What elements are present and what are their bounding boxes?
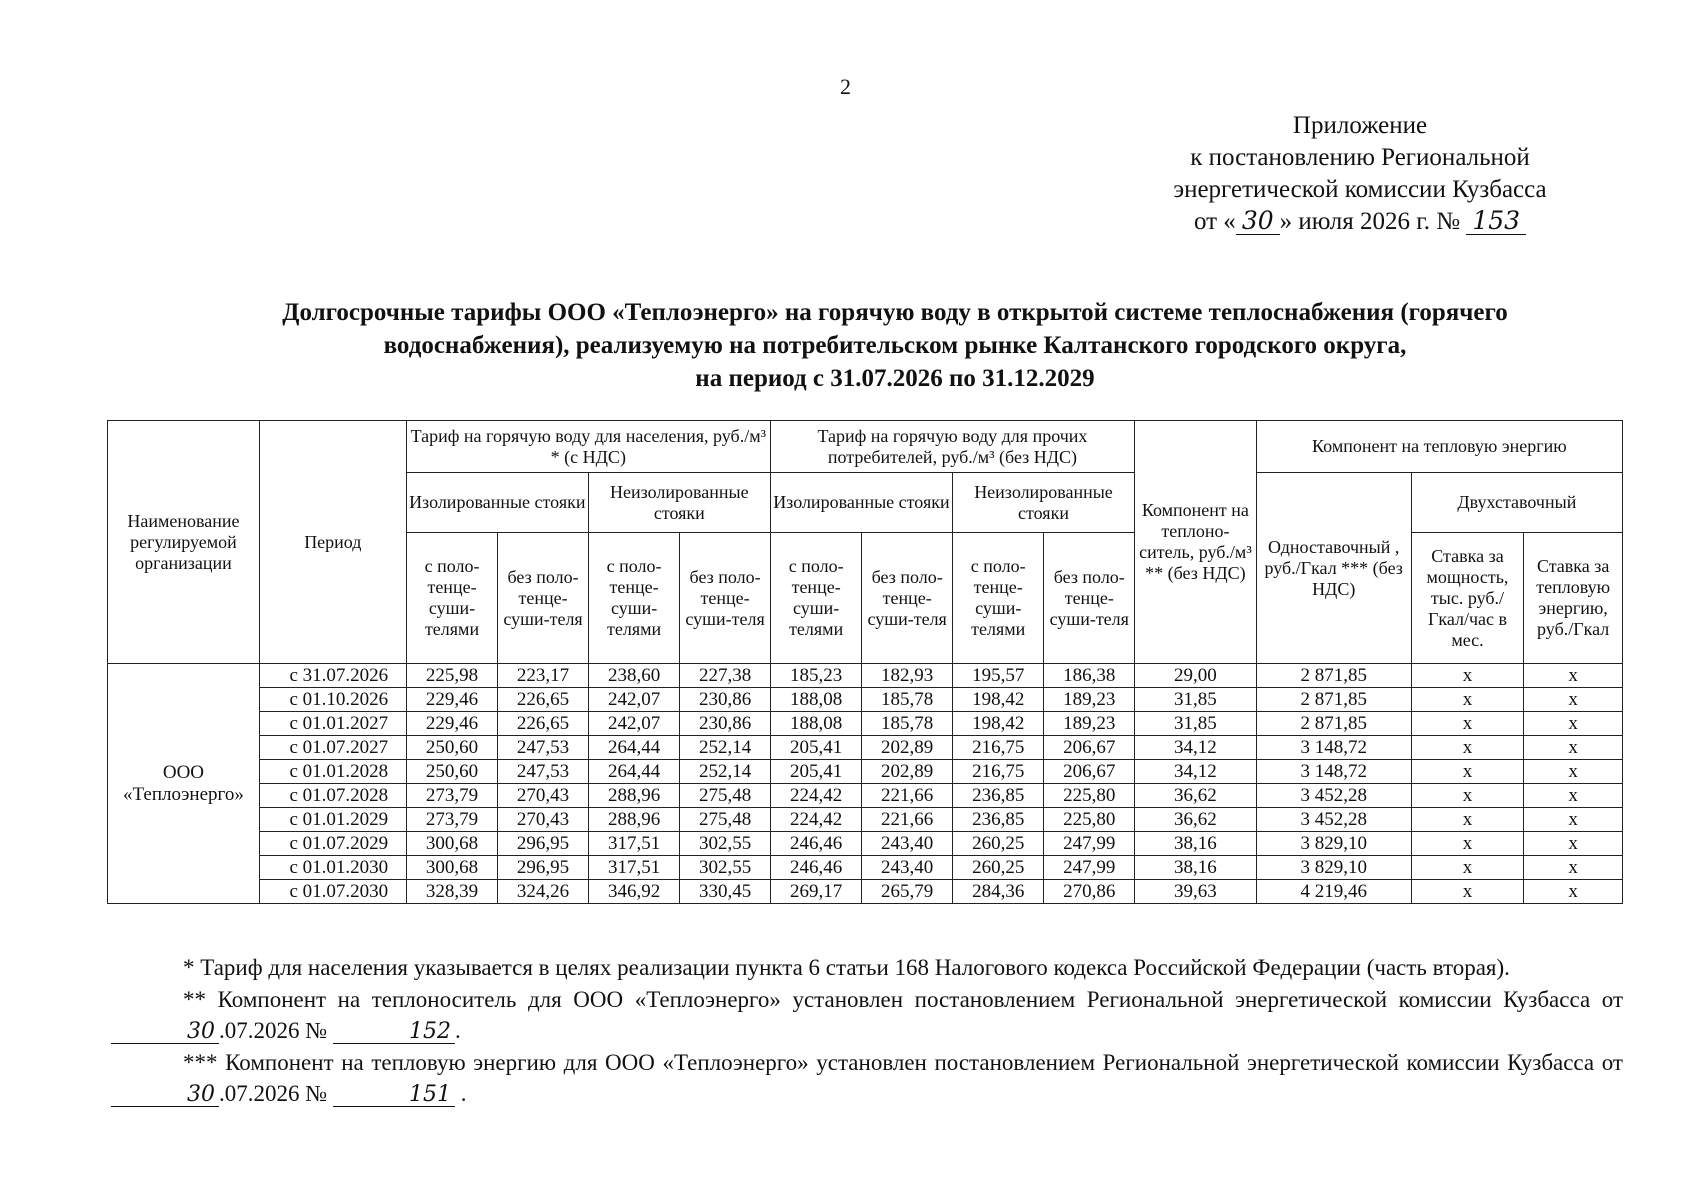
value-cell: 247,53	[498, 760, 589, 784]
handwritten-day: 30	[111, 1084, 219, 1107]
value-cell: 270,43	[498, 784, 589, 808]
value-cell: 221,66	[862, 808, 953, 832]
handwritten-day: 30	[1236, 208, 1280, 235]
value-cell: 4 219,46	[1256, 880, 1411, 904]
table-row	[108, 736, 1623, 760]
value-cell: 36,62	[1135, 784, 1257, 808]
document-title	[160, 296, 1630, 395]
value-cell: 34,12	[1135, 736, 1257, 760]
header-period: Период	[259, 421, 406, 664]
value-cell: 3 829,10	[1256, 856, 1411, 880]
footnote-1: * Тариф для населения указывается в целях реализации пункта 6 статьи 168 Налогового кодекса Российской Федерации (часть вторая).	[183, 955, 1510, 980]
value-cell: 288,96	[588, 784, 680, 808]
footnote-2-end: .	[454, 1018, 461, 1043]
table-row	[108, 832, 1623, 856]
value-cell: 3 148,72	[1256, 760, 1411, 784]
value-cell: х	[1411, 712, 1524, 736]
value-cell: х	[1524, 856, 1623, 880]
value-cell: 246,46	[770, 832, 862, 856]
header-heat-carrier: Компонент на теплоно-ситель, руб./м³ ** (без НДС)	[1135, 421, 1257, 664]
header-pop-non-isolated: Неизолированные стояки	[588, 473, 770, 533]
value-cell: 273,79	[406, 808, 498, 832]
value-cell: 202,89	[862, 736, 953, 760]
value-cell: 224,42	[770, 784, 862, 808]
header-capacity-rate: Ставка за мощность, тыс. руб./Гкал/час в мес.	[1411, 533, 1524, 664]
date-mid: » июля 2026 г. №	[1279, 208, 1461, 235]
value-cell: 3 829,10	[1256, 832, 1411, 856]
value-cell: 317,51	[588, 856, 680, 880]
value-cell: 205,41	[770, 760, 862, 784]
value-cell: 188,08	[770, 712, 862, 736]
value-cell: 284,36	[952, 880, 1044, 904]
value-cell: 185,78	[862, 688, 953, 712]
value-cell: 324,26	[498, 880, 589, 904]
header-with-dryers: с поло-тенце-суши-телями	[770, 533, 862, 664]
value-cell: 270,86	[1044, 880, 1135, 904]
value-cell: 252,14	[680, 736, 771, 760]
value-cell: 242,07	[588, 712, 680, 736]
value-cell: 34,12	[1135, 760, 1257, 784]
value-cell: х	[1411, 688, 1524, 712]
period-cell: с 01.10.2026	[259, 688, 406, 712]
value-cell: 221,66	[862, 784, 953, 808]
value-cell: 302,55	[680, 832, 771, 856]
header-population-tariff: Тариф на горячую воду для населения, руб./м³ * (с НДС)	[406, 421, 770, 473]
value-cell: 3 452,28	[1256, 808, 1411, 832]
value-cell: 265,79	[862, 880, 953, 904]
value-cell: 225,80	[1044, 808, 1135, 832]
handwritten-number: 152	[333, 1021, 455, 1044]
header-with-dryers: с поло-тенце-суши-телями	[952, 533, 1044, 664]
table-row	[108, 688, 1623, 712]
table-row	[108, 880, 1623, 904]
value-cell: 250,60	[406, 760, 498, 784]
period-cell: с 01.01.2029	[259, 808, 406, 832]
table-row	[108, 808, 1623, 832]
header-heat-component: Компонент на тепловую энергию	[1256, 421, 1622, 473]
value-cell: 188,08	[770, 688, 862, 712]
header-with-dryers: с поло-тенце-суши-телями	[406, 533, 498, 664]
value-cell: 300,68	[406, 832, 498, 856]
value-cell: 195,57	[952, 664, 1044, 688]
value-cell: 185,78	[862, 712, 953, 736]
value-cell: 275,48	[680, 808, 771, 832]
value-cell: 205,41	[770, 736, 862, 760]
value-cell: 186,38	[1044, 664, 1135, 688]
value-cell: 216,75	[952, 760, 1044, 784]
value-cell: 260,25	[952, 832, 1044, 856]
value-cell: 243,40	[862, 832, 953, 856]
footnote-3-date: .07.2026 №	[219, 1081, 328, 1106]
value-cell: 242,07	[588, 688, 680, 712]
value-cell: 226,65	[498, 712, 589, 736]
value-cell: х	[1411, 880, 1524, 904]
table-row	[108, 856, 1623, 880]
header-single-rate: Одноставочный , руб./Гкал *** (без НДС)	[1256, 473, 1411, 664]
footnote-2-date: .07.2026 №	[219, 1018, 328, 1043]
value-cell: 198,42	[952, 712, 1044, 736]
period-cell: с 01.07.2029	[259, 832, 406, 856]
value-cell: 252,14	[680, 760, 771, 784]
handwritten-number: 153	[1466, 208, 1526, 235]
value-cell: х	[1411, 808, 1524, 832]
value-cell: 185,23	[770, 664, 862, 688]
tariff-table	[107, 420, 1623, 904]
value-cell: 189,23	[1044, 712, 1135, 736]
value-cell: х	[1524, 808, 1623, 832]
value-cell: 302,55	[680, 856, 771, 880]
value-cell: 216,75	[952, 736, 1044, 760]
period-cell: с 01.07.2030	[259, 880, 406, 904]
footnote-3-end: .	[460, 1081, 467, 1106]
value-cell: 230,86	[680, 688, 771, 712]
value-cell: 2 871,85	[1256, 712, 1411, 736]
period-cell: с 01.07.2028	[259, 784, 406, 808]
table-row	[108, 784, 1623, 808]
header-two-rate: Двухставочный	[1411, 473, 1622, 533]
value-cell: х	[1524, 880, 1623, 904]
header-with-dryers: с поло-тенце-суши-телями	[588, 533, 680, 664]
period-cell: с 01.01.2028	[259, 760, 406, 784]
value-cell: 227,38	[680, 664, 771, 688]
value-cell: 225,98	[406, 664, 498, 688]
title-line-1: Долгосрочные тарифы ООО «Теплоэнерго» на горячую воду в открытой системе теплоснабжения (горячего	[282, 299, 1508, 326]
value-cell: 288,96	[588, 808, 680, 832]
value-cell: 247,53	[498, 736, 589, 760]
value-cell: 2 871,85	[1256, 688, 1411, 712]
header-without-dryers: без поло-тенце-суши-теля	[680, 533, 771, 664]
value-cell: 236,85	[952, 808, 1044, 832]
value-cell: 296,95	[498, 832, 589, 856]
value-cell: 226,65	[498, 688, 589, 712]
value-cell: 229,46	[406, 712, 498, 736]
value-cell: 38,16	[1135, 856, 1257, 880]
value-cell: х	[1411, 760, 1524, 784]
title-line-2: водоснабжения), реализуемую на потребительском рынке Калтанского городского округа,	[383, 332, 1407, 359]
value-cell: х	[1411, 664, 1524, 688]
page-number: 2	[840, 74, 851, 99]
org-name-cell: ООО «Теплоэнерго»	[108, 664, 260, 904]
footnotes	[111, 952, 1623, 1110]
value-cell: 229,46	[406, 688, 498, 712]
value-cell: 346,92	[588, 880, 680, 904]
value-cell: 39,63	[1135, 880, 1257, 904]
footnote-3	[111, 1047, 1623, 1109]
value-cell: 300,68	[406, 856, 498, 880]
value-cell: х	[1411, 736, 1524, 760]
header-energy-rate: Ставка за тепловую энергию, руб./Гкал	[1524, 533, 1623, 664]
title-line-3: на период с 31.07.2026 по 31.12.2029	[695, 365, 1095, 392]
value-cell: 246,46	[770, 856, 862, 880]
value-cell: 269,17	[770, 880, 862, 904]
appendix-line-1: Приложение	[1292, 112, 1428, 139]
tariff-table-body	[108, 664, 1623, 904]
value-cell: 31,85	[1135, 688, 1257, 712]
value-cell: 275,48	[680, 784, 771, 808]
value-cell: 223,17	[498, 664, 589, 688]
footnote-2-text: ** Компонент на теплоноситель для ООО «Теплоэнерго» установлен постановлением Региональной энергетической комиссии Кузбасса от	[183, 987, 1623, 1012]
value-cell: 29,00	[1135, 664, 1257, 688]
value-cell: 296,95	[498, 856, 589, 880]
table-row	[108, 664, 1623, 688]
value-cell: х	[1411, 856, 1524, 880]
appendix-date-line	[1090, 206, 1630, 238]
value-cell: х	[1524, 736, 1623, 760]
period-cell: с 01.01.2027	[259, 712, 406, 736]
value-cell: 36,62	[1135, 808, 1257, 832]
value-cell: 3 148,72	[1256, 736, 1411, 760]
header-without-dryers: без поло-тенце-суши-теля	[862, 533, 953, 664]
appendix-block	[1090, 110, 1630, 238]
header-other-non-isolated: Неизолированные стояки	[952, 473, 1134, 533]
value-cell: 243,40	[862, 856, 953, 880]
header-other-tariff: Тариф на горячую воду для прочих потребителей, руб./м³ (без НДС)	[770, 421, 1134, 473]
value-cell: 38,16	[1135, 832, 1257, 856]
value-cell: 236,85	[952, 784, 1044, 808]
value-cell: 247,99	[1044, 856, 1135, 880]
value-cell: 260,25	[952, 856, 1044, 880]
value-cell: 202,89	[862, 760, 953, 784]
value-cell: 238,60	[588, 664, 680, 688]
value-cell: 206,67	[1044, 760, 1135, 784]
value-cell: 328,39	[406, 880, 498, 904]
value-cell: 2 871,85	[1256, 664, 1411, 688]
value-cell: х	[1524, 664, 1623, 688]
header-pop-isolated: Изолированные стояки	[406, 473, 588, 533]
appendix-line-2: к постановлению Региональной	[1190, 144, 1530, 171]
value-cell: 224,42	[770, 808, 862, 832]
value-cell: х	[1524, 760, 1623, 784]
period-cell: с 31.07.2026	[259, 664, 406, 688]
value-cell: 31,85	[1135, 712, 1257, 736]
period-cell: с 01.01.2030	[259, 856, 406, 880]
value-cell: 330,45	[680, 880, 771, 904]
value-cell: х	[1524, 688, 1623, 712]
value-cell: 317,51	[588, 832, 680, 856]
value-cell: 225,80	[1044, 784, 1135, 808]
value-cell: х	[1411, 832, 1524, 856]
value-cell: 230,86	[680, 712, 771, 736]
value-cell: 264,44	[588, 736, 680, 760]
header-without-dryers: без поло-тенце-суши-теля	[498, 533, 589, 664]
footnote-3-text: *** Компонент на тепловую энергию для ООО «Теплоэнерго» установлен постановлением Региональной энергетической комиссии Кузбасса от	[183, 1050, 1623, 1075]
value-cell: 3 452,28	[1256, 784, 1411, 808]
value-cell: 182,93	[862, 664, 953, 688]
footnote-2	[111, 984, 1623, 1046]
value-cell: 206,67	[1044, 736, 1135, 760]
appendix-line-3: энергетической комиссии Кузбасса	[1173, 176, 1547, 203]
value-cell: 198,42	[952, 688, 1044, 712]
table-row	[108, 712, 1623, 736]
date-prefix: от «	[1193, 208, 1236, 235]
value-cell: 250,60	[406, 736, 498, 760]
header-other-isolated: Изолированные стояки	[770, 473, 952, 533]
header-without-dryers: без поло-тенце-суши-теля	[1044, 533, 1135, 664]
value-cell: х	[1524, 784, 1623, 808]
value-cell: 264,44	[588, 760, 680, 784]
header-org: Наименование регулируемой организации	[108, 421, 260, 664]
table-row	[108, 760, 1623, 784]
period-cell: с 01.07.2027	[259, 736, 406, 760]
value-cell: х	[1411, 784, 1524, 808]
value-cell: 189,23	[1044, 688, 1135, 712]
value-cell: х	[1524, 832, 1623, 856]
handwritten-day: 30	[111, 1021, 219, 1044]
value-cell: х	[1524, 712, 1623, 736]
value-cell: 273,79	[406, 784, 498, 808]
value-cell: 247,99	[1044, 832, 1135, 856]
value-cell: 270,43	[498, 808, 589, 832]
handwritten-number: 151	[333, 1084, 455, 1107]
